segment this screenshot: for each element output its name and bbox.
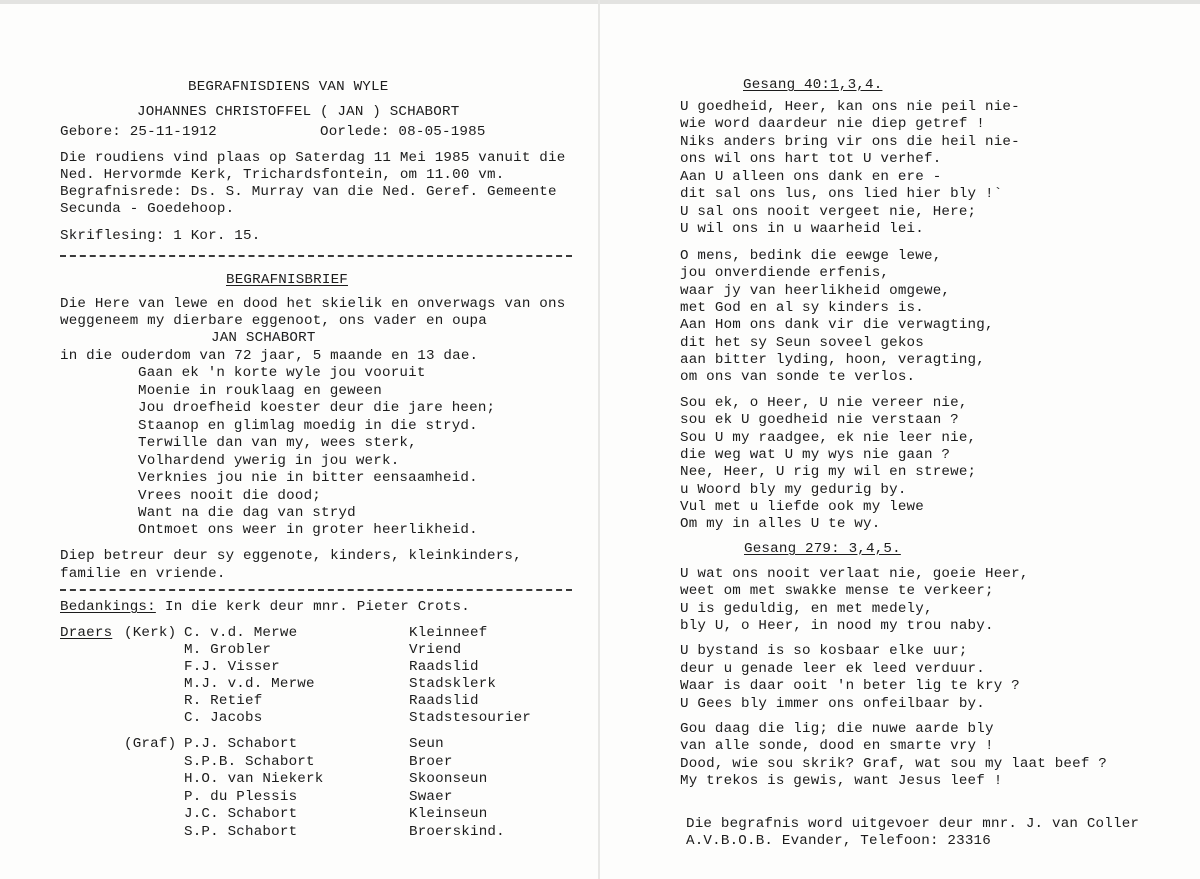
bearer-relation: Broerskind. <box>409 824 505 840</box>
hymn-line: O mens, bedink die eewge lewe, <box>680 248 942 264</box>
hymn-line: U bystand is so kosbaar elke uur; <box>680 643 968 659</box>
death-date: Oorlede: 08-05-1985 <box>320 124 486 140</box>
bearer-name: P. du Plessis <box>184 789 298 805</box>
bearer-relation: Swaer <box>409 789 453 805</box>
bearer-relation: Stadstesourier <box>409 710 531 726</box>
undertaker-line-2: A.V.B.O.B. Evander, Telefoon: 23316 <box>686 833 991 849</box>
hymn-line: u Woord bly my gedurig by. <box>680 482 907 498</box>
hymn-line: Om my in alles U te wy. <box>680 516 881 532</box>
hymn-line: wie word daardeur nie diep getref ! <box>680 116 985 132</box>
hymn-line: die weg wat U my wys nie gaan ? <box>680 447 951 463</box>
hymn-line: U is geduldig, en met medely, <box>680 601 933 617</box>
hymn-line: weet om met swakke mense te verkeer; <box>680 583 994 599</box>
bearer-relation: Kleinneef <box>409 625 488 641</box>
hymn-line: U sal ons nooit vergeet nie, Here; <box>680 204 977 220</box>
service-line-4: Secunda - Goedehoop. <box>60 201 235 217</box>
poem-line: Gaan ek 'n korte wyle jou vooruit <box>138 365 426 381</box>
hymn-line: om ons van sonde te verlos. <box>680 369 916 385</box>
poem-line: Jou droefheid koester deur die jare heen; <box>138 400 496 416</box>
bearer-relation: Broer <box>409 754 453 770</box>
hymn-line: U Gees bly immer ons onfeilbaar by. <box>680 696 985 712</box>
hymn-line: Sou U my raadgee, ek nie leer nie, <box>680 430 977 446</box>
poem-line: Volhardend ywerig in jou werk. <box>138 453 400 469</box>
bearer-name: C. v.d. Merwe <box>184 625 298 641</box>
hymn-line: van alle sonde, dood en smarte vry ! <box>680 738 994 754</box>
grave-group-label: (Graf) <box>124 736 177 752</box>
hymn-line: Sou ek, o Heer, U nie vereer nie, <box>680 395 968 411</box>
bearer-name: J.C. Schabort <box>184 806 298 822</box>
bearer-name: S.P.B. Schabort <box>184 754 315 770</box>
hymn-line: bly U, o Heer, in nood my trou naby. <box>680 618 994 634</box>
hymn-line: Dood, wie sou skrik? Graf, wat sou my laat beef ? <box>680 756 1107 772</box>
service-line-3: Begrafnisrede: Ds. S. Murray van die Ned. Geref. Gemeente <box>60 184 557 200</box>
hymn-line: U wat ons nooit verlaat nie, goeie Heer, <box>680 566 1029 582</box>
hymn-1-title: Gesang 40:1,3,4. <box>743 77 883 93</box>
bearers-label: Draers <box>60 625 113 641</box>
mourners-line-2: familie en vriende. <box>60 566 226 582</box>
bearer-relation: Skoonseun <box>409 771 488 787</box>
poem-line: Ontmoet ons weer in groter heerlikheid. <box>138 522 478 538</box>
hymn-line: Gou daag die lig; die nuwe aarde bly <box>680 721 994 737</box>
hymn-line: Nee, Heer, U rig my wil en strewe; <box>680 464 977 480</box>
hymn-line: Waar is daar ooit 'n beter lig te kry ? <box>680 678 1020 694</box>
bearer-name: C. Jacobs <box>184 710 263 726</box>
top-shadow <box>0 0 1200 4</box>
hymn-line: aan bitter lyding, hoon, veragting, <box>680 352 985 368</box>
hymn-2-title: Gesang 279: 3,4,5. <box>744 541 901 557</box>
hymn-line: dit het sy Seun soveel gekos <box>680 335 924 351</box>
hymn-line: dit sal ons lus, ons lied hier bly !` <box>680 186 1003 202</box>
bearer-name: S.P. Schabort <box>184 824 298 840</box>
notice-line-1: Die Here van lewe en dood het skielik en onverwags van ons <box>60 296 566 312</box>
page-fold <box>598 0 600 879</box>
deceased-name: JOHANNES CHRISTOFFEL ( JAN ) SCHABORT <box>137 104 460 120</box>
hymn-line: waar jy van heerlikheid omgewe, <box>680 283 951 299</box>
undertaker-line-1: Die begrafnis word uitgevoer deur mnr. J. van Coller <box>686 816 1140 832</box>
hymn-line: My trekos is gewis, want Jesus leef ! <box>680 773 1003 789</box>
bearer-relation: Raadslid <box>409 693 479 709</box>
church-group-label: (Kerk) <box>124 625 177 641</box>
notice-title: BEGRAFNISBRIEF <box>226 272 348 288</box>
bearer-name: M. Grobler <box>184 642 272 658</box>
poem-line: Want na die dag van stryd <box>138 505 356 521</box>
service-line-2: Ned. Hervormde Kerk, Trichardsfontein, om 11.00 vm. <box>60 167 505 183</box>
bearer-name: F.J. Visser <box>184 659 280 675</box>
hymn-line: ons wil ons hart tot U verhef. <box>680 151 942 167</box>
notice-name: JAN SCHABORT <box>211 330 316 346</box>
bearer-name: H.O. van Niekerk <box>184 771 324 787</box>
hymn-line: U goedheid, Heer, kan ons nie peil nie- <box>680 99 1020 115</box>
dashed-divider <box>60 255 572 257</box>
poem-line: Staanop en glimlag moedig in die stryd. <box>138 418 478 434</box>
hymn-line: sou ek U goedheid nie verstaan ? <box>680 412 959 428</box>
bearer-name: P.J. Schabort <box>184 736 298 752</box>
hymn-line: Vul met u liefde ook my lewe <box>680 499 924 515</box>
bearer-relation: Seun <box>409 736 444 752</box>
hymn-line: Aan U alleen ons dank en ere - <box>680 169 942 185</box>
bearer-relation: Kleinseun <box>409 806 488 822</box>
service-line-1: Die roudiens vind plaas op Saterdag 11 Mei 1985 vanuit die <box>60 150 566 166</box>
bearer-name: M.J. v.d. Merwe <box>184 676 315 692</box>
poem-line: Terwille dan van my, wees sterk, <box>138 435 417 451</box>
thanks-label: Bedankings: <box>60 599 156 615</box>
hymn-line: jou onverdiende erfenis, <box>680 265 890 281</box>
poem-line: Verknies jou nie in bitter eensaamheid. <box>138 470 478 486</box>
service-heading: BEGRAFNISDIENS VAN WYLE <box>188 79 389 95</box>
bearer-relation: Stadsklerk <box>409 676 497 692</box>
hymn-line: Aan Hom ons dank vir die verwagting, <box>680 317 994 333</box>
poem-line: Vrees nooit die dood; <box>138 488 321 504</box>
scripture-reading: Skriflesing: 1 Kor. 15. <box>60 228 261 244</box>
mourners-line-1: Diep betreur deur sy eggenote, kinders, kleinkinders, <box>60 548 522 564</box>
hymn-line: met God en al sy kinders is. <box>680 300 924 316</box>
bearer-relation: Raadslid <box>409 659 479 675</box>
hymn-line: deur u genade leer ek leed verduur. <box>680 661 985 677</box>
poem-line: Moenie in rouklaag en geween <box>138 383 382 399</box>
hymn-line: U wil ons in u waarheid lei. <box>680 221 924 237</box>
bearer-relation: Vriend <box>409 642 462 658</box>
notice-line-4: in die ouderdom van 72 jaar, 5 maande en 13 dae. <box>60 348 479 364</box>
dashed-divider <box>60 589 572 591</box>
birth-date: Gebore: 25-11-1912 <box>60 124 217 140</box>
hymn-line: Niks anders bring vir ons die heil nie- <box>680 134 1020 150</box>
thanks-text: In die kerk deur mnr. Pieter Crots. <box>165 599 470 615</box>
notice-line-2: weggeneem my dierbare eggenoot, ons vader en oupa <box>60 313 487 329</box>
bearer-name: R. Retief <box>184 693 263 709</box>
